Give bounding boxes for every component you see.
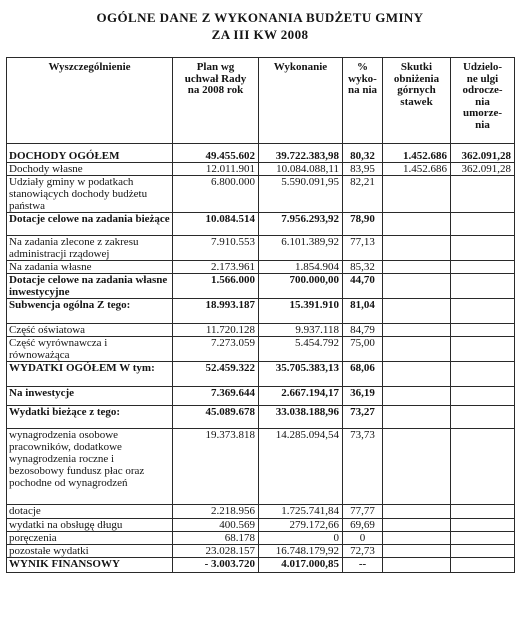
cell-percent: 84,79 xyxy=(343,324,383,337)
table-row xyxy=(7,163,515,176)
cell-percent: 80,32 xyxy=(343,144,383,163)
table-body xyxy=(7,144,515,573)
cell-reliefs xyxy=(451,545,515,558)
cell-plan: 52.459.322 xyxy=(173,362,259,387)
cell-percent: 0 xyxy=(343,532,383,545)
cell-rate-reduction: 1.452.686 xyxy=(383,163,451,176)
cell-plan: 12.011.901 xyxy=(173,163,259,176)
cell-execution: 33.038.188,96 xyxy=(259,406,343,429)
cell-execution: 35.705.383,13 xyxy=(259,362,343,387)
cell-execution: 39.722.383,98 xyxy=(259,144,343,163)
cell-plan: 1.566.000 xyxy=(173,274,259,299)
cell-description: DOCHODY OGÓŁEM xyxy=(7,144,173,163)
table-header-row xyxy=(7,58,515,144)
cell-rate-reduction xyxy=(383,429,451,505)
cell-rate-reduction xyxy=(383,545,451,558)
table-row xyxy=(7,213,515,236)
cell-percent: 85,32 xyxy=(343,261,383,274)
cell-description: Część oświatowa xyxy=(7,324,173,337)
cell-plan: - 3.003.720 xyxy=(173,558,259,573)
cell-plan: 45.089.678 xyxy=(173,406,259,429)
cell-plan: 68.178 xyxy=(173,532,259,545)
cell-execution: 16.748.179,92 xyxy=(259,545,343,558)
cell-reliefs xyxy=(451,429,515,505)
cell-plan: 7.273.059 xyxy=(173,337,259,362)
cell-rate-reduction xyxy=(383,505,451,519)
cell-rate-reduction xyxy=(383,362,451,387)
column-header-rate-reduction-text: Skutki obniżenia górnych stawek xyxy=(393,61,440,108)
cell-rate-reduction xyxy=(383,213,451,236)
cell-description: pozostałe wydatki xyxy=(7,545,173,558)
cell-description: WYDATKI OGÓŁEM W tym: xyxy=(7,362,173,387)
cell-reliefs xyxy=(451,362,515,387)
cell-percent: 77,13 xyxy=(343,236,383,261)
document-subtitle: ZA III KW 2008 xyxy=(211,27,309,42)
table-row xyxy=(7,261,515,274)
cell-reliefs xyxy=(451,176,515,213)
cell-execution: 15.391.910 xyxy=(259,299,343,324)
column-header-plan xyxy=(173,58,259,144)
cell-rate-reduction xyxy=(383,406,451,429)
cell-description: WYNIK FINANSOWY xyxy=(7,558,173,573)
cell-reliefs xyxy=(451,213,515,236)
cell-reliefs xyxy=(451,274,515,299)
cell-percent: 81,04 xyxy=(343,299,383,324)
cell-percent: 36,19 xyxy=(343,387,383,406)
column-header-reliefs xyxy=(451,58,515,144)
cell-execution: 2.667.194,17 xyxy=(259,387,343,406)
cell-execution: 700.000,00 xyxy=(259,274,343,299)
cell-execution: 5.454.792 xyxy=(259,337,343,362)
cell-description: Na zadania zlecone z zakresu administracji rządowej xyxy=(7,236,173,261)
cell-plan: 400.569 xyxy=(173,519,259,532)
cell-rate-reduction xyxy=(383,176,451,213)
cell-plan: 18.993.187 xyxy=(173,299,259,324)
cell-rate-reduction xyxy=(383,274,451,299)
cell-reliefs xyxy=(451,532,515,545)
cell-percent: 68,06 xyxy=(343,362,383,387)
table-row xyxy=(7,144,515,163)
cell-execution: 7.956.293,92 xyxy=(259,213,343,236)
budget-table xyxy=(6,57,515,573)
cell-execution: 6.101.389,92 xyxy=(259,236,343,261)
cell-rate-reduction xyxy=(383,387,451,406)
cell-rate-reduction xyxy=(383,324,451,337)
cell-plan: 6.800.000 xyxy=(173,176,259,213)
cell-percent: 44,70 xyxy=(343,274,383,299)
cell-reliefs xyxy=(451,558,515,573)
column-header-percent-text: % wyko- na nia xyxy=(347,61,378,96)
table-row xyxy=(7,532,515,545)
cell-percent: 82,21 xyxy=(343,176,383,213)
cell-percent: -- xyxy=(343,558,383,573)
column-header-rate-reduction xyxy=(383,58,451,144)
column-header-description: Wyszczególnienie xyxy=(7,58,173,144)
cell-execution: 0 xyxy=(259,532,343,545)
table-row xyxy=(7,324,515,337)
cell-description: Dotacje celowe na zadania bieżące xyxy=(7,213,173,236)
cell-execution: 1.854.904 xyxy=(259,261,343,274)
cell-plan: 11.720.128 xyxy=(173,324,259,337)
table-row xyxy=(7,236,515,261)
cell-execution: 5.590.091,95 xyxy=(259,176,343,213)
cell-reliefs xyxy=(451,299,515,324)
cell-percent: 77,77 xyxy=(343,505,383,519)
cell-execution: 279.172,66 xyxy=(259,519,343,532)
table-row xyxy=(7,406,515,429)
cell-execution: 4.017.000,85 xyxy=(259,558,343,573)
table-row xyxy=(7,429,515,505)
cell-reliefs: 362.091,28 xyxy=(451,144,515,163)
cell-description: Dotacje celowe na zadania własne inwestycyjne xyxy=(7,274,173,299)
cell-rate-reduction: 1.452.686 xyxy=(383,144,451,163)
cell-percent: 72,73 xyxy=(343,545,383,558)
cell-reliefs xyxy=(451,505,515,519)
cell-reliefs xyxy=(451,261,515,274)
table-row xyxy=(7,387,515,406)
cell-description: poręczenia xyxy=(7,532,173,545)
cell-execution: 9.937.118 xyxy=(259,324,343,337)
cell-reliefs xyxy=(451,387,515,406)
cell-execution: 14.285.094,54 xyxy=(259,429,343,505)
table-row xyxy=(7,337,515,362)
cell-reliefs xyxy=(451,519,515,532)
cell-plan: 7.369.644 xyxy=(173,387,259,406)
cell-plan: 49.455.602 xyxy=(173,144,259,163)
column-header-execution: Wykonanie xyxy=(259,58,343,144)
cell-reliefs xyxy=(451,236,515,261)
cell-description: dotacje xyxy=(7,505,173,519)
column-header-plan-text: Plan wg uchwał Rady na 2008 rok xyxy=(184,61,247,96)
cell-reliefs: 362.091,28 xyxy=(451,163,515,176)
cell-execution: 1.725.741,84 xyxy=(259,505,343,519)
table-row xyxy=(7,545,515,558)
cell-plan: 10.084.514 xyxy=(173,213,259,236)
cell-reliefs xyxy=(451,324,515,337)
cell-rate-reduction xyxy=(383,532,451,545)
table-row xyxy=(7,362,515,387)
cell-description: wynagrodzenia osobowe pracowników, dodatkowe wynagrodzenia roczne i bezosobowy fundusz płac oraz pochodne od wynagrodzeń xyxy=(7,429,173,505)
table-row xyxy=(7,505,515,519)
cell-description: Udziały gminy w podatkach stanowiących dochody budżetu państwa xyxy=(7,176,173,213)
column-header-percent xyxy=(343,58,383,144)
cell-description: Wydatki bieżące z tego: xyxy=(7,406,173,429)
cell-percent: 78,90 xyxy=(343,213,383,236)
cell-rate-reduction xyxy=(383,236,451,261)
cell-description: Dochody własne xyxy=(7,163,173,176)
table-row xyxy=(7,558,515,573)
table-row xyxy=(7,274,515,299)
cell-description: Na inwestycje xyxy=(7,387,173,406)
cell-percent: 75,00 xyxy=(343,337,383,362)
cell-description: Część wyrównawcza i równoważąca xyxy=(7,337,173,362)
cell-reliefs xyxy=(451,337,515,362)
cell-percent: 69,69 xyxy=(343,519,383,532)
document-title: OGÓLNE DANE Z WYKONANIA BUDŻETU GMINY xyxy=(96,10,424,25)
cell-plan: 23.028.157 xyxy=(173,545,259,558)
column-header-reliefs-text: Udzielo- ne ulgi odrocze- nia umorze- nia xyxy=(462,61,503,131)
table-row xyxy=(7,299,515,324)
cell-rate-reduction xyxy=(383,558,451,573)
cell-rate-reduction xyxy=(383,299,451,324)
cell-percent: 73,73 xyxy=(343,429,383,505)
cell-rate-reduction xyxy=(383,261,451,274)
cell-execution: 10.084.088,11 xyxy=(259,163,343,176)
cell-description: wydatki na obsługę długu xyxy=(7,519,173,532)
cell-plan: 19.373.818 xyxy=(173,429,259,505)
cell-plan: 2.173.961 xyxy=(173,261,259,274)
cell-description: Na zadania własne xyxy=(7,261,173,274)
cell-plan: 2.218.956 xyxy=(173,505,259,519)
cell-reliefs xyxy=(451,406,515,429)
cell-rate-reduction xyxy=(383,337,451,362)
cell-description: Subwencja ogólna Z tego: xyxy=(7,299,173,324)
cell-rate-reduction xyxy=(383,519,451,532)
cell-percent: 73,27 xyxy=(343,406,383,429)
table-row xyxy=(7,519,515,532)
table-row xyxy=(7,176,515,213)
cell-percent: 83,95 xyxy=(343,163,383,176)
cell-plan: 7.910.553 xyxy=(173,236,259,261)
